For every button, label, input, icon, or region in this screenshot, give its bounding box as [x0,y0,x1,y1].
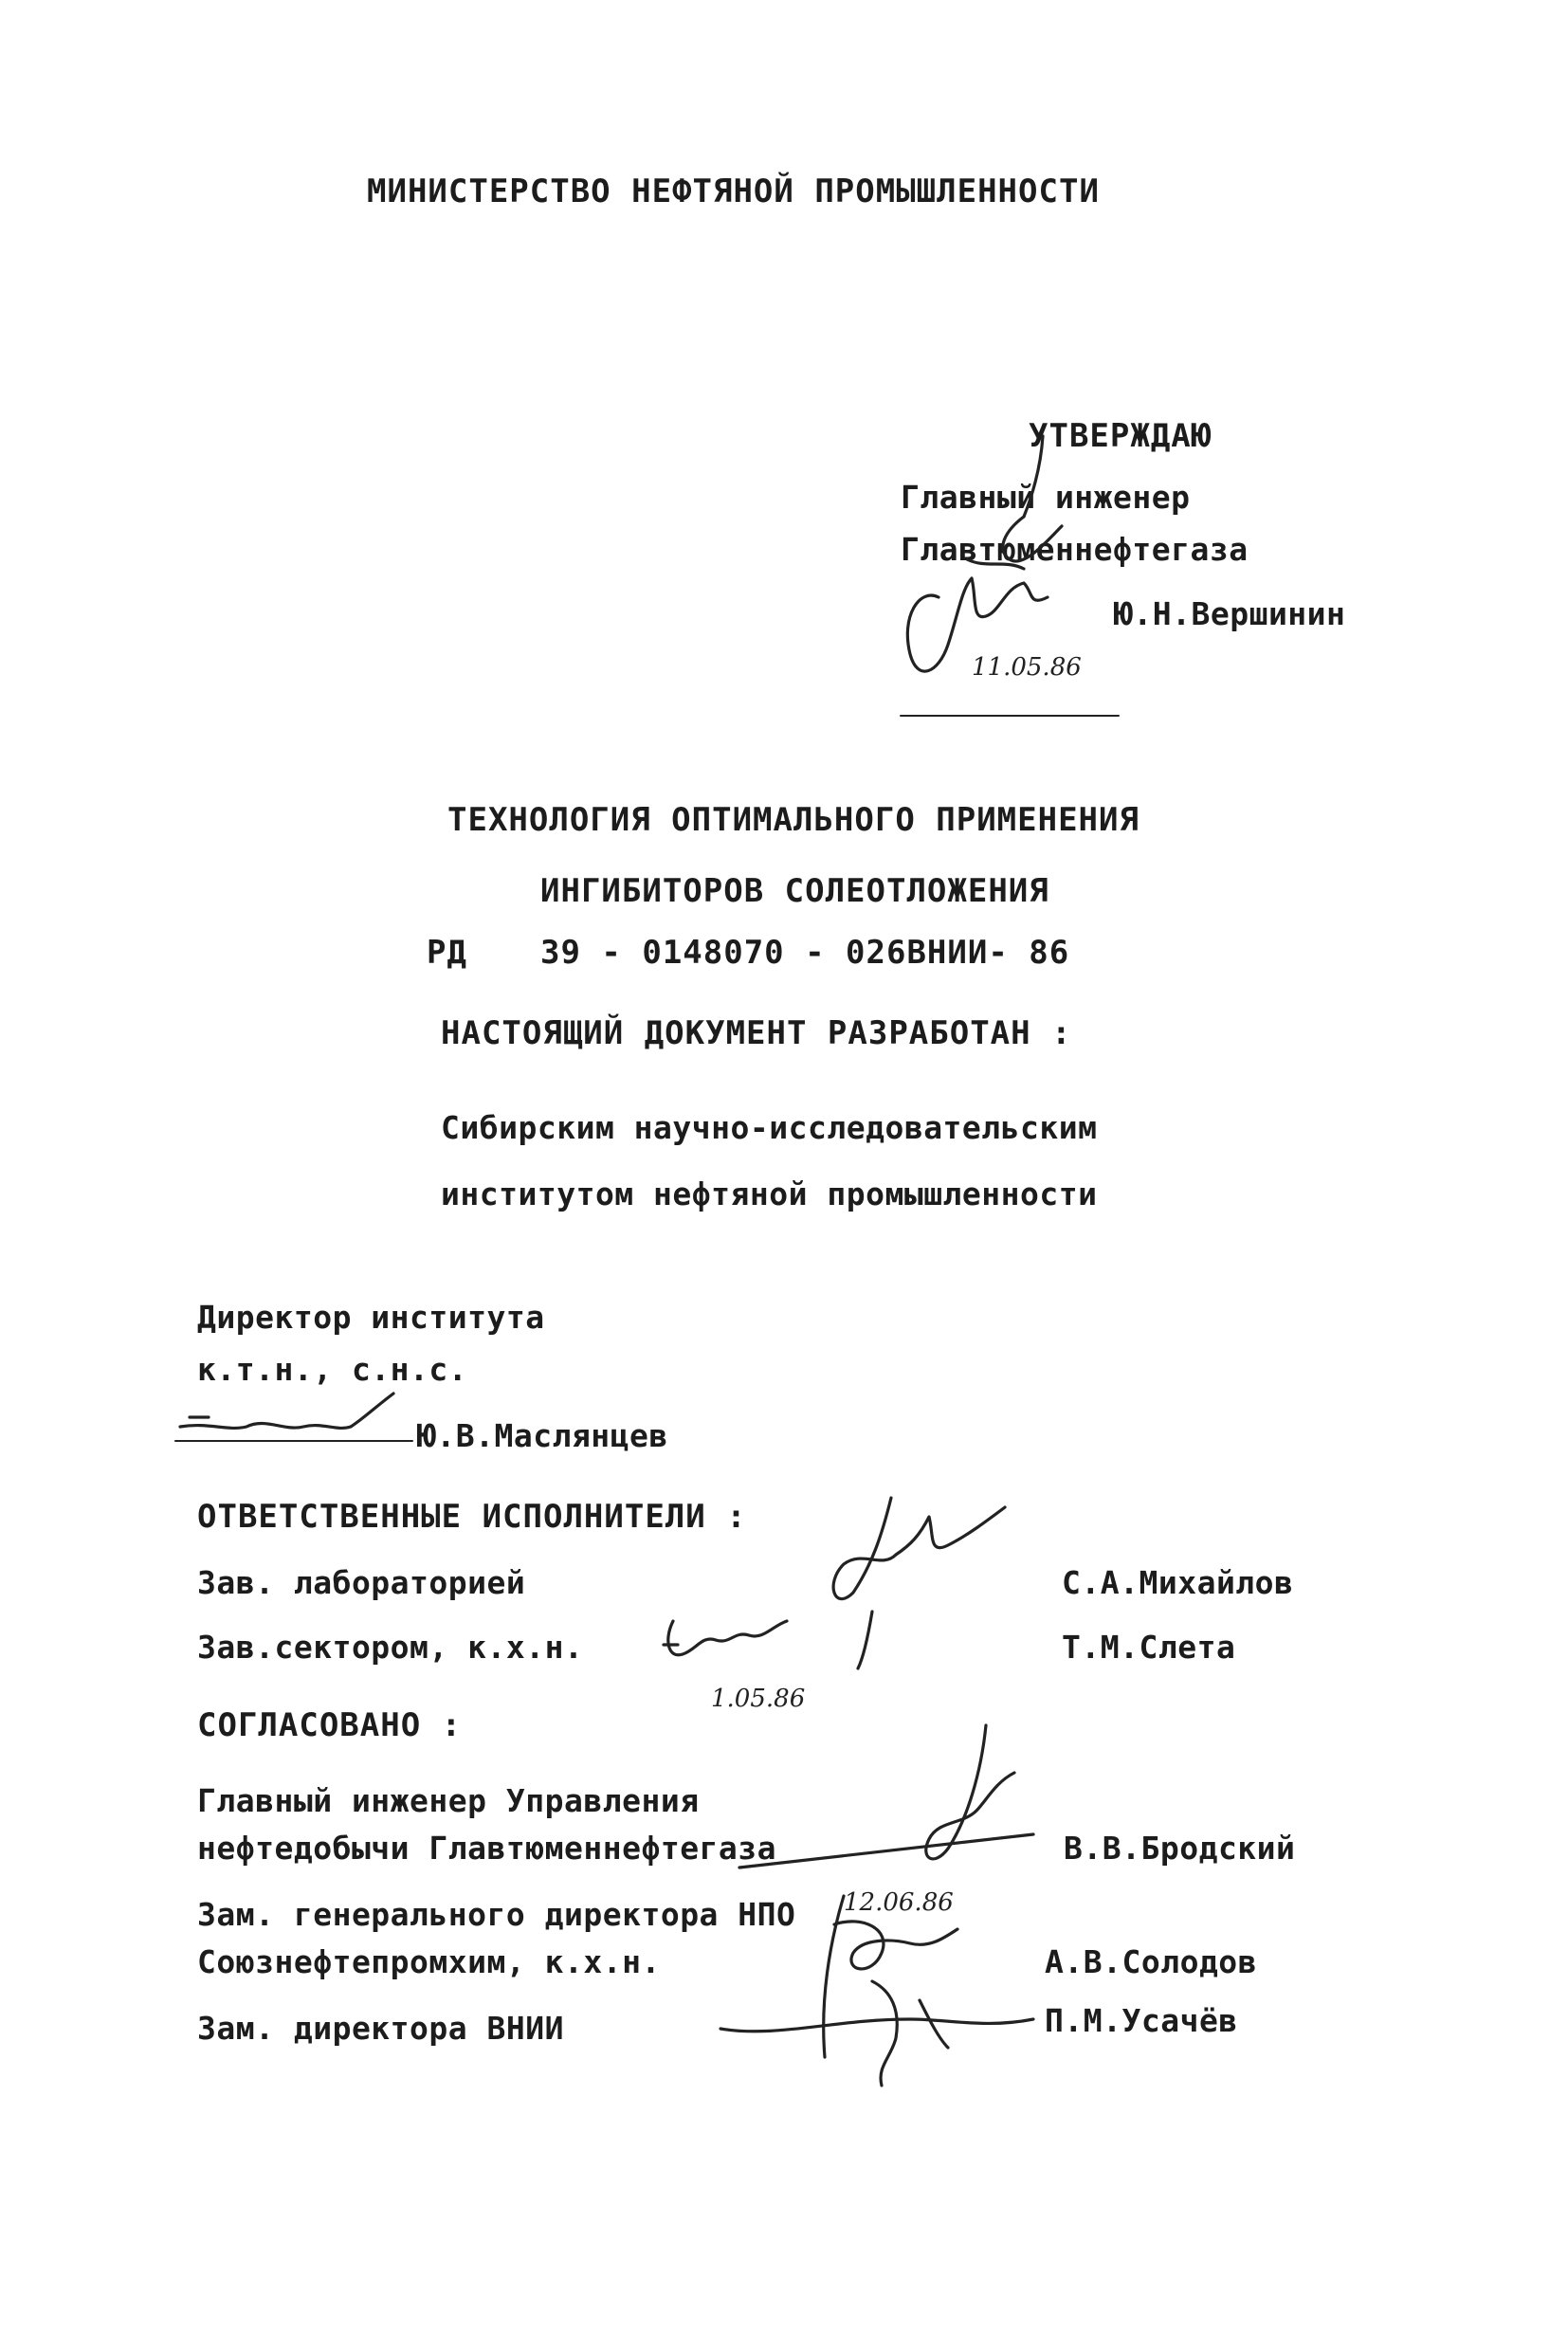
executor-1-position: Зав. лабораторией [197,1564,526,1601]
agreed-3-position-line1: Зам. директора ВНИИ [197,2010,564,2047]
agreed-2-position-line2: Союзнефтепромхим, к.х.н. [197,1943,661,1980]
document-code-prefix: РД [427,934,467,972]
agreed-1-name: В.В.Бродский [1064,1830,1296,1867]
document-title-line2: ИНГИБИТОРОВ СОЛЕОТЛОЖЕНИЯ [540,872,1049,910]
executors-signatures [645,1479,1024,1725]
executors-heading: ОТВЕТСТВЕННЫЕ ИСПОЛНИТЕЛИ : [197,1498,747,1536]
agreed-1-position-line2: нефтедобычи Главтюменнефтегаза [197,1830,777,1867]
agreed-heading: СОГЛАСОВАНО : [197,1706,463,1744]
approver-position-line2: Главтюменнефтегаза [901,531,1249,568]
agreed-2-name: А.В.Солодов [1045,1943,1258,1980]
developer-line1: Сибирским научно-исследовательским [441,1109,1098,1146]
approver-signature [882,427,1128,720]
document-code: 39 - 0148070 - 026ВНИИ- 86 [540,934,1070,972]
executors-signature-date: 1.05.86 [711,1685,806,1713]
agreed-3-name: П.М.Усачёв [1045,2002,1238,2039]
agreed-2-position-line1: Зам. генерального директора НПО [197,1896,796,1933]
director-signature [171,1389,417,1455]
document-title-line1: ТЕХНОЛОГИЯ ОПТИМАЛЬНОГО ПРИМЕНЕНИЯ [447,801,1140,839]
approve-label: УТВЕРЖДАЮ [1029,417,1212,455]
ministry-header: МИНИСТЕРСТВО НЕФТЯНОЙ ПРОМЫШЛЕННОСТИ [367,173,1100,210]
director-degree: к.т.н., с.н.с. [197,1351,468,1388]
executor-2-position: Зав.сектором, к.х.н. [197,1629,584,1666]
executor-2-name: Т.М.Слета [1062,1629,1236,1666]
developed-by-heading: НАСТОЯЩИЙ ДОКУМЕНТ РАЗРАБОТАН : [441,1014,1072,1052]
director-name: Ю.В.Маслянцев [417,1417,668,1454]
director-position: Директор института [197,1299,545,1336]
developer-line2: институтом нефтяной промышленности [441,1176,1098,1212]
agreed-signature-date: 12.06.86 [844,1888,954,1917]
agreed-signatures [702,1716,1062,2095]
approver-position-line1: Главный инженер [901,479,1191,516]
agreed-1-position-line1: Главный инженер Управления [197,1782,700,1819]
executor-1-name: С.А.Михайлов [1062,1564,1294,1601]
approver-name: Ю.Н.Вершинин [1114,595,1346,632]
approval-signature-date: 11.05.86 [972,653,1082,682]
